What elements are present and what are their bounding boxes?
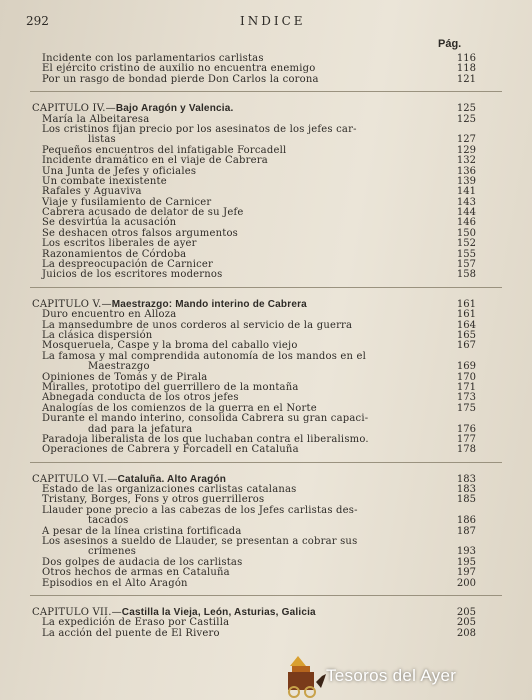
entry-title: La expedición de Eraso por Castilla (42, 617, 230, 629)
entry-title: Llauder pone precio a las cabezas de los Jefes carlistas des- (42, 504, 358, 516)
entry-title: Cabrera acusado de delator de su Jefe (42, 207, 244, 219)
entry-title: Los asesinos a sueldo de Llauder, se presentan a cobrar sus (42, 536, 358, 548)
page-column-header: Pág. (438, 38, 462, 50)
flag-shape (290, 656, 306, 666)
chapter-label: CAPITULO VII.— (32, 606, 122, 618)
entry-page: 143 (456, 196, 476, 208)
entry-title: Operaciones de Cabrera y Forcadell en Cataluña (42, 444, 299, 456)
toc-entry (0, 414, 532, 424)
entry-title: tacados (88, 515, 129, 527)
entry-page: 141 (456, 186, 476, 198)
toc-entry (0, 506, 532, 516)
entry-title: Juicios de los escritores modernos (42, 269, 223, 281)
entry-title: Opiniones de Tomás y de Pirala (42, 371, 208, 383)
chapter-label: CAPITULO VI.— (32, 473, 118, 485)
page-header (0, 14, 532, 34)
entry-page: 139 (456, 175, 476, 187)
entry-title: Tristany, Borges, Fons y otros guerrilleros (42, 494, 265, 506)
entry-page: 152 (456, 238, 476, 250)
entry-title: Viaje y fusilamiento de Carnicer (42, 196, 212, 208)
section-divider (30, 287, 502, 288)
entry-title: La mansedumbre de unos corderos al servicio de la guerra (42, 319, 353, 331)
entry-title: Paradoja liberalista de los que luchaban contra el liberalismo. (42, 433, 369, 445)
entry-title: Dos golpes de audacia de los carlistas (42, 556, 243, 568)
chapter-title: Maestrazgo: Mando interino de Cabrera (111, 298, 307, 310)
horse-shape (316, 674, 326, 688)
entry-title: dad para la jefatura (88, 423, 193, 435)
entry-page: 183 (456, 484, 476, 496)
section-divider (30, 91, 502, 92)
entry-title: Durante el mando interino, consolida Cabrera su gran capaci- (42, 413, 369, 425)
chapter-title: Bajo Aragón y Valencia. (115, 103, 234, 115)
entry-page: 146 (456, 217, 476, 229)
entry-title: La despreocupación de Carnicer (42, 259, 214, 271)
entry-title: A pesar de la línea cristina fortificada (42, 525, 242, 537)
entry-page: 125 (456, 113, 476, 125)
entry-title: Una Junta de Jefes y oficiales (42, 165, 197, 177)
entry-page: 200 (456, 577, 476, 589)
chapter-heading (0, 104, 532, 114)
entry-page: 165 (456, 329, 476, 341)
entry-page: 129 (456, 144, 476, 156)
toc-entry (0, 352, 532, 362)
table-of-contents (0, 54, 532, 639)
entry-page: 161 (456, 309, 476, 321)
section-divider (30, 595, 502, 596)
entry-title: Rafales y Aguaviva (42, 186, 142, 198)
entry-title: Duro encuentro en Alloza (42, 309, 177, 321)
entry-page: 132 (456, 155, 476, 167)
entry-title: La famosa y mal comprendida autonomía de los mandos en el (42, 350, 367, 362)
toc-entry (0, 362, 532, 372)
entry-page: 171 (456, 381, 476, 393)
entry-page: 176 (456, 423, 476, 435)
toc-entry (0, 270, 532, 280)
chapter-title: Castilla la Vieja, León, Asturias, Galicia (121, 606, 316, 618)
toc-entry (0, 629, 532, 639)
entry-page: 205 (456, 617, 476, 629)
entry-title: La clásica dispersión (42, 329, 153, 341)
entry-page: 127 (456, 134, 476, 146)
chapter-title: Cataluña. Alto Aragón (117, 473, 227, 485)
entry-title: Maestrazgo (88, 361, 150, 373)
entry-page: 195 (456, 556, 476, 568)
entry-title: crímenes (88, 546, 137, 558)
entry-title: Miralles, prototipo del guerrillero de la montaña (42, 381, 299, 393)
chapter-page: 125 (456, 103, 476, 115)
entry-page: 150 (456, 227, 476, 239)
entry-title: Estado de las organizaciones carlistas catalanas (42, 484, 297, 496)
entry-page: 169 (456, 361, 476, 373)
chapter-page: 205 (456, 606, 476, 618)
entry-title: Pequeños encuentros del infatigable Forcadell (42, 144, 287, 156)
entry-page: 208 (456, 627, 476, 639)
entry-page: 178 (456, 444, 476, 456)
entry-title: listas (88, 134, 116, 146)
entry-title: Mosqueruela, Caspe y la broma del caballo viejo (42, 340, 298, 352)
entry-title: Los cristinos fijan precio por los asesinatos de los jefes car- (42, 123, 357, 135)
entry-title: Episodios en el Alto Aragón (42, 577, 188, 589)
entry-page: 175 (456, 402, 476, 414)
entry-page: 144 (456, 207, 476, 219)
entry-title: Se deshacen otros falsos argumentos (42, 227, 239, 239)
chapter-page: 183 (456, 473, 476, 485)
entry-title: Se desvirtúa la acusación (42, 217, 177, 229)
entry-page: 121 (456, 73, 476, 85)
chapter-page: 161 (456, 298, 476, 310)
chapter-label: CAPITULO IV.— (32, 103, 116, 115)
toc-entry (0, 445, 532, 455)
entry-page: 170 (456, 371, 476, 383)
toc-entry (0, 125, 532, 135)
toc-entry (0, 579, 532, 589)
entry-page: 118 (456, 63, 476, 75)
entry-page: 136 (456, 165, 476, 177)
entry-title: Por un rasgo de bondad pierde Don Carlos la corona (42, 73, 319, 85)
toc-entry (0, 75, 532, 85)
entry-title: Incidente con los parlamentarios carlistas (42, 53, 264, 64)
entry-title: El ejército cristino de auxilio no encuentra enemigo (42, 63, 316, 75)
carriage-roof (292, 666, 310, 672)
chapter-label: CAPITULO V.— (32, 298, 112, 310)
entry-page: 187 (456, 525, 476, 537)
entry-page: 186 (456, 515, 476, 527)
entry-title: María la Albeitaresa (42, 113, 150, 125)
entry-page: 197 (456, 567, 476, 579)
entry-title: La acción del puente de El Rivero (42, 627, 220, 639)
entry-title: Abnegada conducta de los otros jefes (42, 392, 239, 404)
page-number: 292 (26, 14, 49, 28)
entry-page: 116 (456, 53, 476, 64)
entry-title: Incidente dramático en el viaje de Cabrera (42, 155, 268, 167)
toc-entry (0, 156, 532, 166)
entry-page: 167 (456, 340, 476, 352)
entry-page: 177 (456, 433, 476, 445)
entry-page: 193 (456, 546, 476, 558)
entry-title: Razonamientos de Córdoba (42, 248, 187, 260)
entry-page: 158 (456, 269, 476, 281)
page-title: INDICE (240, 14, 306, 28)
entry-title: Un combate inexistente (42, 175, 167, 187)
entry-page: 157 (456, 259, 476, 271)
entry-page: 185 (456, 494, 476, 506)
entry-title: Los escritos liberales de ayer (42, 238, 197, 250)
toc-entry (0, 537, 532, 547)
entry-page: 155 (456, 248, 476, 260)
entry-page: 173 (456, 392, 476, 404)
section-divider (30, 462, 502, 463)
entry-title: Analogías de los comienzos de la guerra en el Norte (42, 402, 317, 414)
watermark-text: Tesoros del Ayer (326, 666, 457, 685)
entry-title: Otros hechos de armas en Cataluña (42, 567, 230, 579)
entry-page: 164 (456, 319, 476, 331)
